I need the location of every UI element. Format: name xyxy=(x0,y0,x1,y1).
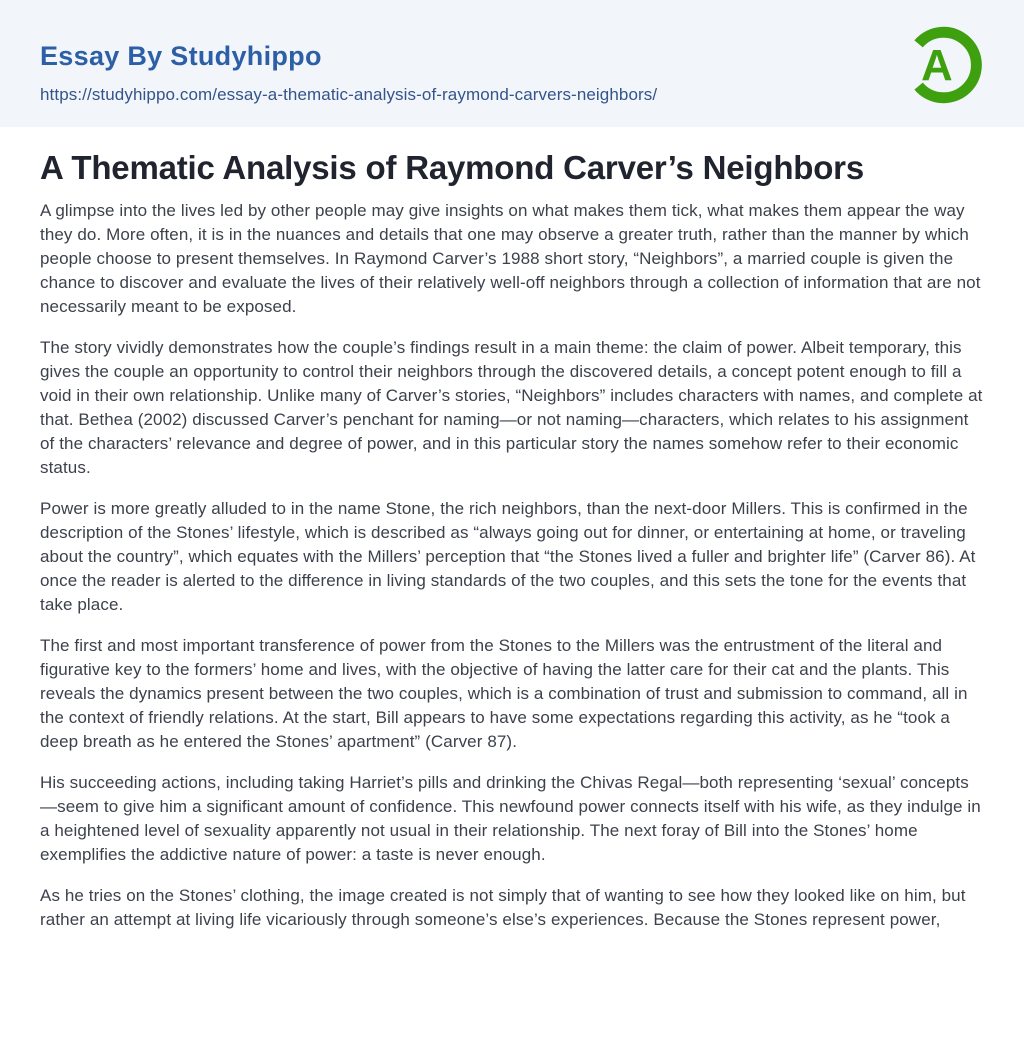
header-text-block xyxy=(40,41,657,105)
article-paragraph-2: The story vividly demonstrates how the couple’s findings result in a main theme: the claim of power. Albeit temporary, this gives the couple an opportunity to control their neighbors through the discovered details, a concept potent enough to fill a void in their own relationship. Unlike many of Carver’s stories, “Neighbors” includes characters with names, and complete at that. Bethea (2002) discussed Carver’s penchant for naming—or not naming—characters, which relates to his assignment of the characters’ relevance and degree of power, and in this particular story the names somehow refer to their economic status. xyxy=(40,338,983,477)
page-header xyxy=(0,0,1024,127)
article-title: A Thematic Analysis of Raymond Carver’s Neighbors xyxy=(40,149,864,186)
article-paragraph-5: His succeeding actions, including taking Harriet’s pills and drinking the Chivas Regal—both representing ‘sexual’ concepts—seem to give him a significant amount of confidence. This newfound power connects itself with his wife, as they indulge in a heightened level of sexuality apparently not usual in their relationship. The next foray of Bill into the Stones’ home exemplifies the addictive nature of power: a taste is never enough. xyxy=(40,773,981,864)
article-paragraph-4: The first and most important transference of power from the Stones to the Millers was the entrustment of the literal and figurative key to the formers’ home and lives, with the objective of having the latter care for their cat and the plants. This reveals the dynamics present between the two couples, which is a combination of trust and submission to command, all in the context of friendly relations. At the start, Bill appears to have some expectations regarding this activity, as he “took a deep breath as he entered the Stones’ apartment” (Carver 87). xyxy=(40,636,968,751)
open-ring-icon xyxy=(900,23,984,107)
page-url-link[interactable]: https://studyhippo.com/essay-a-thematic-analysis-of-raymond-carvers-neighbors/ xyxy=(40,84,658,104)
article xyxy=(0,150,1024,932)
article-paragraph-1: A glimpse into the lives led by other people may give insights on what makes them tick, what makes them appear the way they do. More often, it is in the nuances and details that one may observe a greater truth, rather than the manner by which people choose to present themselves. In Raymond Carver’s 1988 short story, “Neighbors”, a married couple is given the chance to discover and evaluate the lives of their relatively well-off neighbors through a collection of information that are not necessarily meant to be exposed. xyxy=(40,201,981,316)
logo-letter: A xyxy=(921,40,953,90)
article-paragraph-6: As he tries on the Stones’ clothing, the image created is not simply that of wanting to see how they looked like on him, but rather an attempt at living life vicariously through someone’s else’s experiences. Because the Stones represent power, xyxy=(40,886,966,929)
site-title: Essay By Studyhippo xyxy=(40,40,322,71)
article-paragraph-3: Power is more greatly alluded to in the name Stone, the rich neighbors, than the next-door Millers. This is confirmed in the description of the Stones’ lifestyle, which is described as “always going out for dinner, or entertaining at home, or traveling about the country”, which equates with the Millers’ perception that “the Stones lived a fuller and brighter life” (Carver 86). At once the reader is alerted to the difference in living standards of the two couples, and this sets the tone for the events that take place. xyxy=(40,499,976,614)
studyhippo-logo xyxy=(900,23,984,107)
